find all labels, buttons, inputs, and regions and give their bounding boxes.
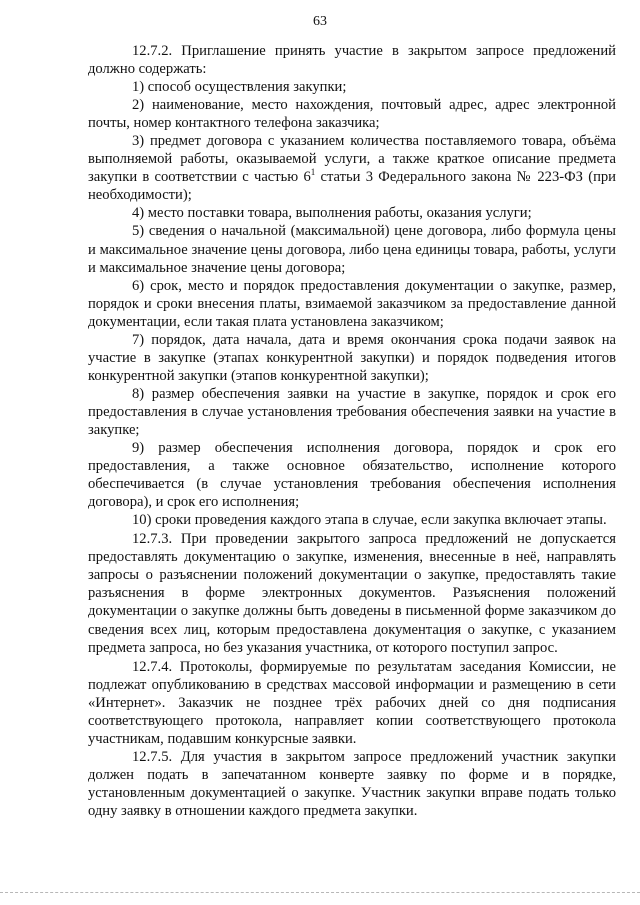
list-item-3-text-b: статьи 3 Федерального закона № 223-ФЗ (при необходимости); — [88, 169, 616, 204]
list-item-1: 1) способ осуществления закупки; — [132, 79, 347, 96]
superscript: 1 — [310, 167, 316, 178]
list-item-9: 9) размер обеспечения исполнения договора, порядок и срок его предоставления, а также основное обязательство, исполнение которого обеспечивается (в случае установления требования обеспечения исполнения договора), и срок его исполнения; — [88, 440, 616, 511]
list-item-4: 4) место поставки товара, выполнения работы, оказания услуги; — [132, 205, 532, 222]
paragraph-12-7-2: 12.7.2. Приглашение принять участие в закрытом запросе предложений должно содержать: — [88, 43, 616, 78]
list-item-8: 8) размер обеспечения заявки на участие в закупке, порядок и срок его предоставления в случае установления требования обеспечения заявки на участие в закупке; — [88, 385, 616, 438]
paragraph-12-7-3: 12.7.3. При проведении закрытого запроса предложений не допускается предоставлять документацию о закупке, изменения, внесенные в неё, направлять запросы о разъяснении положений документации о закупке, предоставлять такие разъяснения в форме электронных документов. Разъяснения положений документации о закупке должны быть доведены в письменной форме заказчиком до сведения всех лиц, которым предоставлена документация о закупке, с указанием предмета запроса, но без указания участника, от которого поступил запрос. — [88, 531, 616, 656]
paragraph-12-7-4: 12.7.4. Протоколы, формируемые по результатам заседания Комиссии, не подлежат опубликованию в средствах массовой информации и размещению в сети «Интернет». Заказчик не позднее трёх рабочих дней со дня подписания соответствующего протокола, направляет копии соответствующего протокола участникам, подавшим конкурсные заявки. — [88, 658, 616, 747]
list-item-5: 5) сведения о начальной (максимальной) цене договора, либо формула цены и максимальное значение цены договора, либо цена единицы товара, работы, услуги и максимальное значение цены договора; — [88, 223, 616, 276]
list-item-6: 6) срок, место и порядок предоставления документации о закупке, размер, порядок и сроки внесения платы, взимаемой заказчиком за предоставление данной документации, если такая плата установлена заказчиком; — [88, 277, 616, 330]
document-body — [88, 42, 616, 820]
scan-edge-divider — [0, 892, 640, 895]
list-item-2: 2) наименование, место нахождения, почтовый адрес, адрес электронной почты, номер контактного телефона заказчика; — [88, 97, 616, 132]
list-item-10: 10) сроки проведения каждого этапа в случае, если закупка включает этапы. — [132, 512, 607, 529]
list-item-3-text-a: 3) предмет договора с указанием количества поставляемого товара, объёма выполняемой работы, оказываемой услуги, а также краткое описание предмета закупки в соответствии с частью 6 — [88, 133, 616, 186]
list-item-7: 7) порядок, дата начала, дата и время окончания срока подачи заявок на участие в закупке (этапах конкурентной закупки) и порядок подведения итогов конкурентной закупки (этапов конкурентной закупки); — [88, 331, 616, 384]
list-item-3 — [88, 132, 616, 204]
page-number: 63 — [313, 14, 327, 29]
paragraph-12-7-5: 12.7.5. Для участия в закрытом запросе предложений участник закупки должен подать в запечатанном конверте заявку по форме и в порядке, установленным документацией о закупке. Участник закупки вправе подать только одну заявку в отношении каждого предмета закупки. — [88, 748, 616, 819]
